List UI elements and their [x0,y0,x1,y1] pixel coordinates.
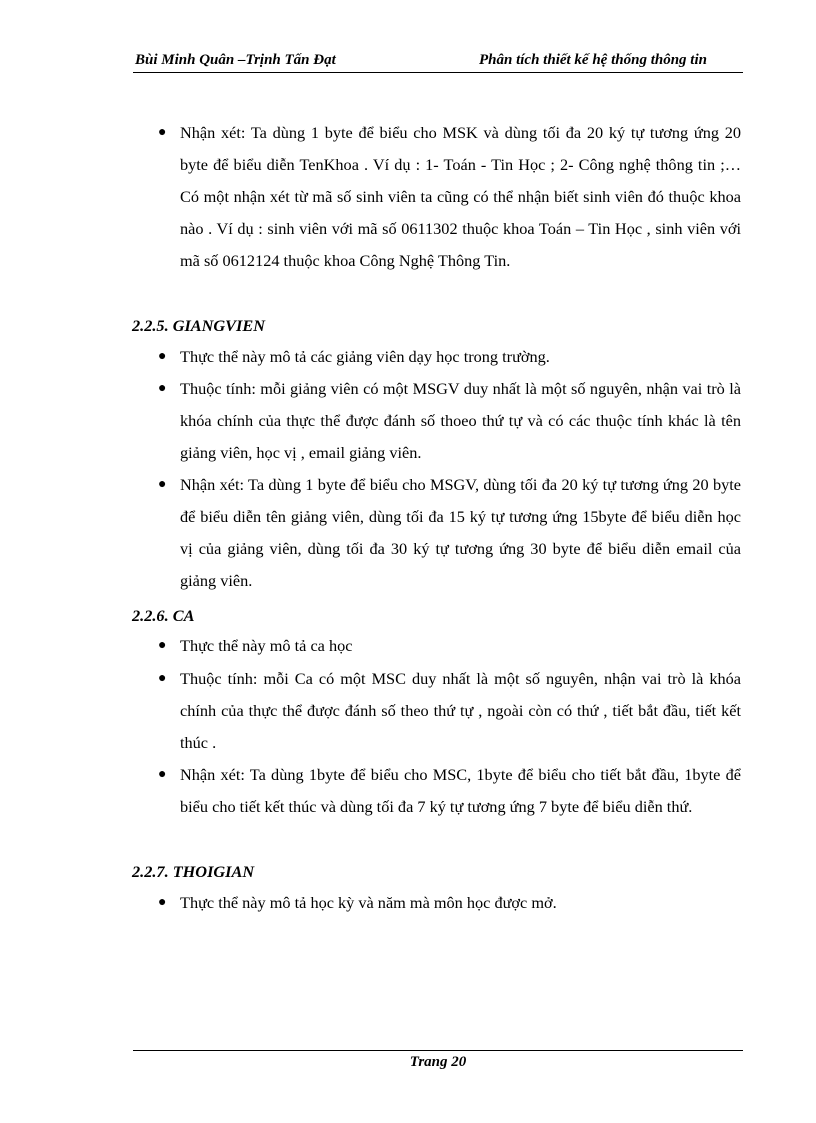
list-item: Nhận xét: Ta dùng 1 byte để biểu cho MSGV, dùng tối đa 20 ký tự tương ứng 20 byte để biểu diễn tên giảng viên, dùng tối đa 15 ký tự tương ứng 15byte để biểu diễn học vị của giảng viên, dùng tối đa 30 ký tự tương ứng 30 byte để biểu diễn email của giảng viên. [180,475,741,590]
section-heading-thoigian: 2.2.7. THOIGIAN [132,862,255,881]
list-item: Thực thể này mô tả các giảng viên dạy học trong trường. [180,347,550,366]
bullet-icon: ● [158,895,167,910]
list-item: Thực thể này mô tả ca học [180,636,353,655]
header-authors: Bùi Minh Quân –Trịnh Tấn Đạt [135,52,336,68]
bullet-icon: ● [158,125,167,140]
bullet-icon: ● [158,381,167,396]
bullet-icon: ● [158,638,167,653]
section-heading-ca: 2.2.6. CA [132,606,195,625]
list-item: Thuộc tính: mỗi Ca có một MSC duy nhất là một số nguyên, nhận vai trò là khóa chính của thực thể được đánh số theo thứ tự , ngoài còn có thứ , tiết bắt đầu, tiết kết thúc . [180,669,741,752]
footer-rule [133,1050,743,1051]
bullet-icon: ● [158,671,167,686]
section-heading-giangvien: 2.2.5. GIANGVIEN [132,316,265,335]
list-item: Thực thể này mô tả học kỳ và năm mà môn học được mở. [180,893,557,912]
list-item: Nhận xét: Ta dùng 1byte để biểu cho MSC, 1byte để biểu cho tiết bắt đầu, 1byte để biểu cho tiết kết thúc và dùng tối đa 7 ký tự tương ứng 7 byte để biểu diễn thứ. [180,765,741,816]
page-number: Trang 20 [409,1054,467,1070]
bullet-icon: ● [158,477,167,492]
list-item: Thuộc tính: mỗi giảng viên có một MSGV duy nhất là một số nguyên, nhận vai trò là khóa chính của thực thể được đánh số thoeo thứ tự và có các thuộc tính khác là tên giảng viên, học vị , email giảng viên. [180,379,741,462]
bullet-icon: ● [158,349,167,364]
header-title: Phân tích thiết kế hệ thống thông tin [479,52,707,68]
bullet-icon: ● [158,767,167,782]
intro-paragraph: Nhận xét: Ta dùng 1 byte để biểu cho MSK và dùng tối đa 20 ký tự tương ứng 20 byte để biểu diễn TenKhoa . Ví dụ : 1- Toán - Tin Học ; 2- Công nghệ thông tin ;… Có một nhận xét từ mã số sinh viên ta cũng có thể nhận biết sinh viên đó thuộc khoa nào . Ví dụ : sinh viên với mã số 0611302 thuộc khoa Toán – Tin Học , sinh viên với mã số 0612124 thuộc khoa Công Nghệ Thông Tin. [180,123,741,270]
